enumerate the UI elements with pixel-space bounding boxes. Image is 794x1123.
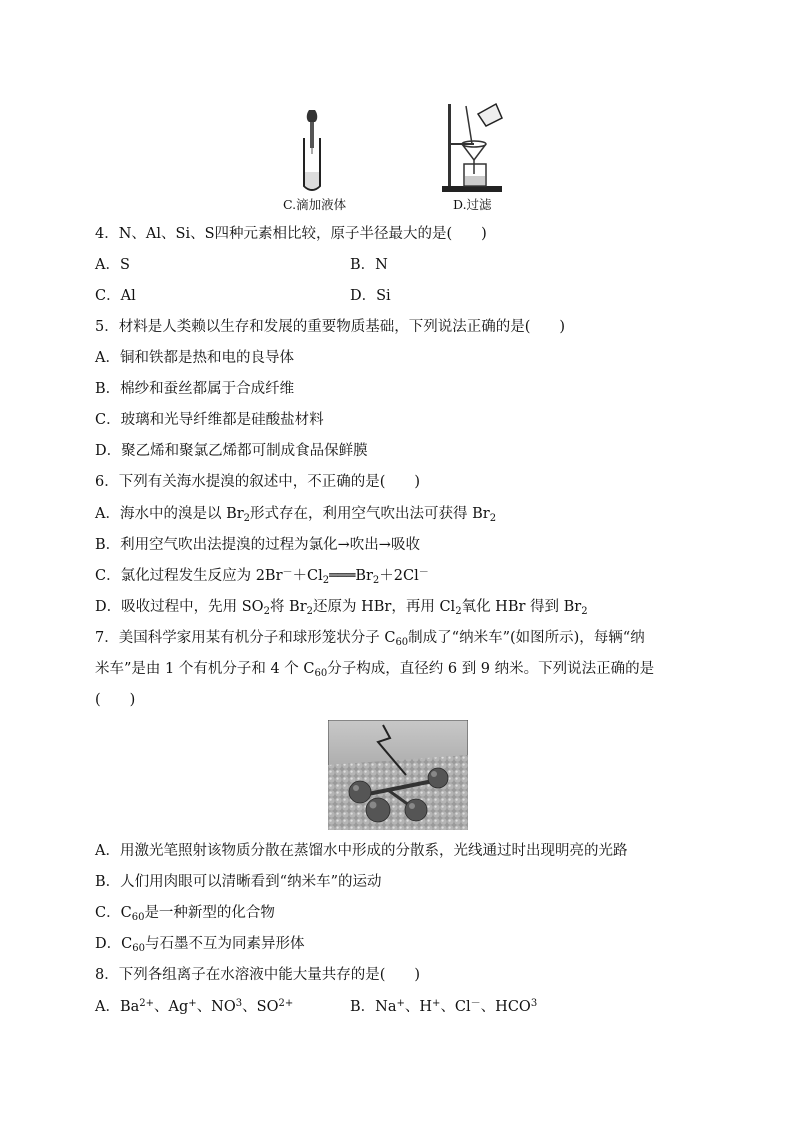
q8-stem: 8．下列各组离子在水溶液中能大量共存的是( ) <box>95 967 421 983</box>
q6-option-c: C．氯化过程发生反应为 $2Br^-+Cl_2═══Br_2+2Cl^-$ <box>95 567 429 586</box>
q7-option-c: C．$C_{60}$是一种新型的化合物 <box>95 905 275 923</box>
q7-option-a: A．用激光笔照射该物质分散在蒸馏水中形成的分散系，光线通过时出现明亮的光路 <box>95 843 628 859</box>
q7-option-d: D．$C_{60}$与石墨不互为同素异形体 <box>95 936 305 954</box>
nanocar-image <box>328 720 468 830</box>
q7-option-b: B．人们用肉眼可以清晰看到“纳米车”的运动 <box>95 874 382 890</box>
q6-stem: 6．下列有关海水提溴的叙述中，不正确的是( ) <box>95 474 421 490</box>
q4-option-d: D．Si <box>350 288 391 304</box>
q6-option-d: D．吸收过程中，先用 $SO_2$将 $Br_2$还原为 HBr，再用 $Cl_2$氧化 HBr 得到 $Br_2$ <box>95 599 588 617</box>
q4-option-b: B．N <box>350 257 388 273</box>
q6-option-a: A．海水中的溴是以 $Br_2$形式存在，利用空气吹出法可获得 $Br_2$ <box>95 506 497 524</box>
q5-option-d: D．聚乙烯和聚氯乙烯都可制成食品保鲜膜 <box>95 443 368 459</box>
q4-option-a: A．S <box>95 257 130 273</box>
figure-c-caption: C.滴加液体 <box>283 197 347 212</box>
test-tube-dropper-figure <box>292 108 332 194</box>
q4-option-c: C．Al <box>95 288 136 304</box>
q7-stem-line3: ( ) <box>95 692 136 708</box>
q7-stem-line2: 米车”是由 1 个有机分子和 4 个 $C_{60}$分子构成，直径约 6 到 9 纳米。下列说法正确的是 <box>95 661 655 679</box>
q8-option-a: A．$Ba^{2+}$、Ag+、$NO^3$、$SO^{2+}$ <box>95 998 294 1015</box>
q5-stem: 5．材料是人类赖以生存和发展的重要物质基础，下列说法正确的是( ) <box>95 319 566 335</box>
q4-stem: 4．N、Al、Si、S四种元素相比较，原子半径最大的是( ) <box>95 226 487 242</box>
filtration-apparatus-figure <box>440 100 506 194</box>
q8-option-b: B．Na+、H+、Cl－、HCO$^3$ <box>350 998 538 1015</box>
figure-d-caption: D.过滤 <box>453 197 492 212</box>
q5-option-a: A．铜和铁都是热和电的良导体 <box>95 350 294 366</box>
q5-option-b: B．棉纱和蚕丝都属于合成纤维 <box>95 381 295 397</box>
q6-option-b: B．利用空气吹出法提溴的过程为氯化→吹出→吸收 <box>95 537 420 553</box>
q7-stem-line1: 7．美国科学家用某有机分子和球形笼状分子 $C_{60}$制成了“纳米车”(如图所示)，每辆“纳 <box>95 630 645 648</box>
q5-option-c: C．玻璃和光导纤维都是硅酸盐材料 <box>95 412 324 428</box>
